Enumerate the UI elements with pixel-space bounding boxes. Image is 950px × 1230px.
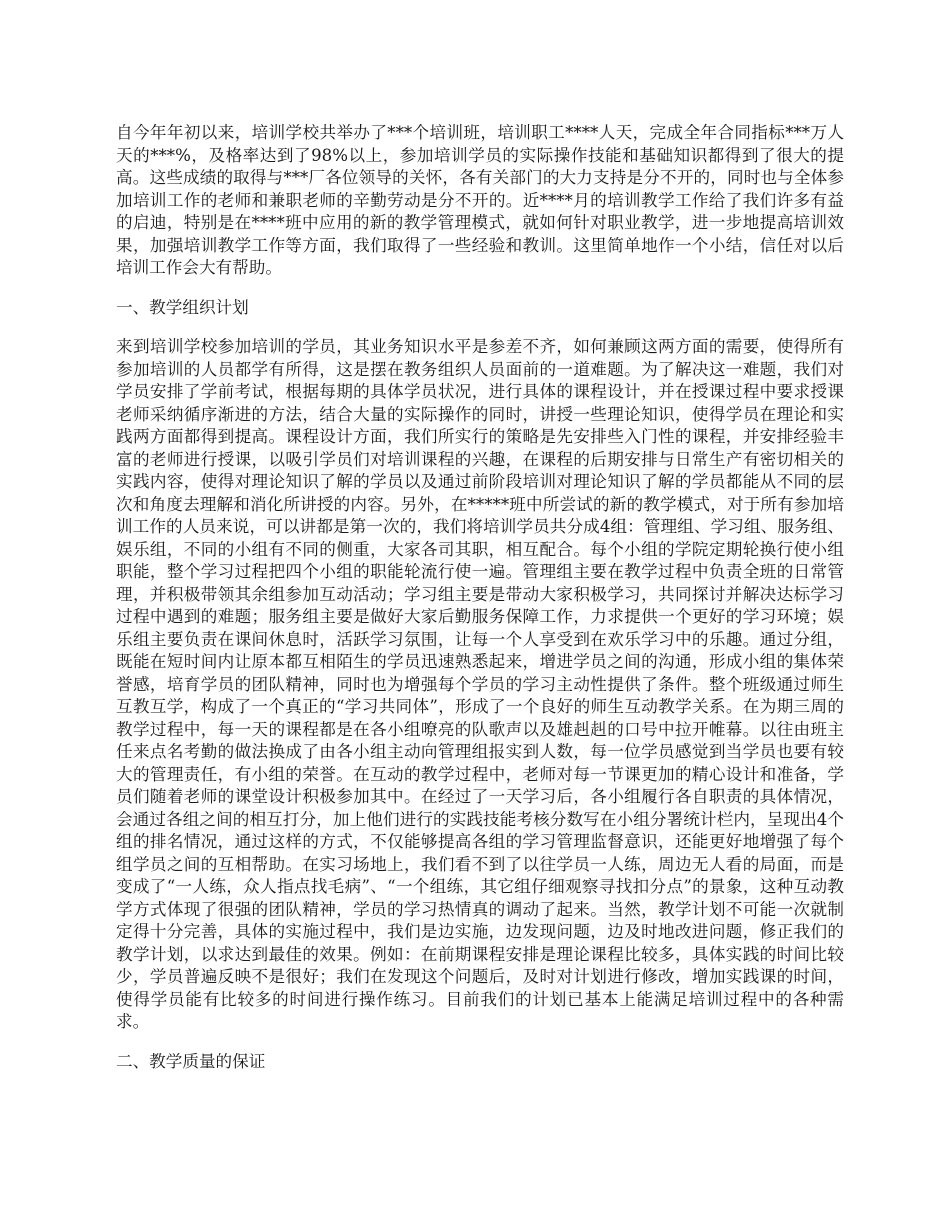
section-1-heading: 一、教学组织计划 <box>116 297 249 317</box>
document-page <box>116 122 844 1090</box>
section-1-body: 来到培训学校参加培训的学员，其业务知识水平是参差不齐，如何兼顾这两方面的需要，使得所有参加培训的人员都学有所得，这是摆在教务组织人员面前的一道难题。为了解决这一难题，我们对学员安排了学前考试，根据每期的具体学员状况，进行具体的课程设计，并在授课过程中要求授课老师采纳循序渐进的方法，结合大量的实际操作的同时，讲授一些理论知识，使得学员在理论和实践两方面都得到提高。课程设计方面，我们所实行的策略是先安排些入门性的课程，并安排经验丰富的老师进行授课，以吸引学员们对培训课程的兴趣，在课程的后期安排与日常生产有密切相关的实践内容，使得对理论知识了解的学员以及通过前阶段培训对理论知识了解的学员都能从不同的层次和角度去理解和消化所讲授的内容。另外，在*****班中所尝试的新的教学模式，对于所有参加培训工作的人员来说，可以讲都是第一次的，我们将培训学员共分成4组：管理组、学习组、服务组、娱乐组，不同的小组有不同的侧重，大家各司其职，相互配合。每个小组的学院定期轮换行使小组职能，整个学习过程把四个小组的职能轮流行使一遍。管理组主要在教学过程中负责全班的日常管理，并积极带领其余组参加互动活动；学习组主要是带动大家积极学习，共同探讨并解决达标学习过程中遇到的难题；服务组主要是做好大家后勤服务保障工作，力求提供一个更好的学习环境；娱乐组主要负责在课间休息时，活跃学习氛围，让每一个人享受到在欢乐学习中的乐趣。通过分组，既能在短时间内让原本都互相陌生的学员迅速熟悉起来，增进学员之间的沟通，形成小组的集体荣誉感，培育学员的团队精神，同时也为增强每个学员的学习主动性提供了条件。整个班级通过师生互教互学，构成了一个真正的“学习共同体”，形成了一个良好的师生互动教学关系。在为期三周的教学过程中，每一天的课程都是在各小组嘹亮的队歌声以及雄赳赳的口号中拉开帷幕。以往由班主任来点名考勤的做法换成了由各小组主动向管理组报实到人数，每一位学员感觉到当学员也要有较大的管理责任，有小组的荣誉。在互动的教学过程中，老师对每一节课更加的精心设计和准备，学员们随着老师的课堂设计积极参加其中。在经过了一天学习后，各小组履行各自职责的具体情况，会通过各组之间的相互打分，加上他们进行的实践技能考核分数写在小组分署统计栏内，呈现出4个组的排名情况，通过这样的方式，不仅能够提高各组的学习管理监督意识，还能更好地增强了每个组学员之间的互相帮助。在实习场地上，我们看不到了以往学员一人练，周边无人看的局面，而是变成了“一人练，众人指点找毛病”、“一个组练，其它组仔细观察寻找扣分点”的景象，这种互动教学方式体现了很强的团队精神，学员的学习热情真的调动了起来。当然，教学计划不可能一次就制定得十分完善，具体的实施过程中，我们是边实施，边发现问题，边及时地改进问题，修正我们的教学计划，以求达到最佳的效果。例如：在前期课程安排是理论课程比较多，具体实践的时间比较少，学员普遍反映不是很好；我们在发现这个问题后，及时对计划进行修改，增加实践课的时间，使得学员能有比较多的时间进行操作练习。目前我们的计划已基本上能满足培训过程中的各种需求。 <box>116 337 844 1031</box>
intro-paragraph: 自今年年初以来，培训学校共举办了***个培训班，培训职工****人天，完成全年合同指标***万人天的***%，及格率达到了98%以上，参加培训学员的实际操作技能和基础知识都得到了很大的提高。这些成绩的取得与***厂各位领导的关怀，各有关部门的大力支持是分不开的，同时也与全体参加培训工作的老师和兼职老师的辛勤劳动是分不开的。近****月的培训教学工作给了我们许多有益的启迪，特别是在****班中应用的新的教学管理模式，就如何针对职业教学，进一步地提高培训效果，加强培训教学工作等方面，我们取得了一些经验和教训。这里简单地作一个小结，信任对以后培训工作会大有帮助。 <box>116 123 844 277</box>
section-2-heading: 二、教学质量的保证 <box>116 1051 266 1071</box>
